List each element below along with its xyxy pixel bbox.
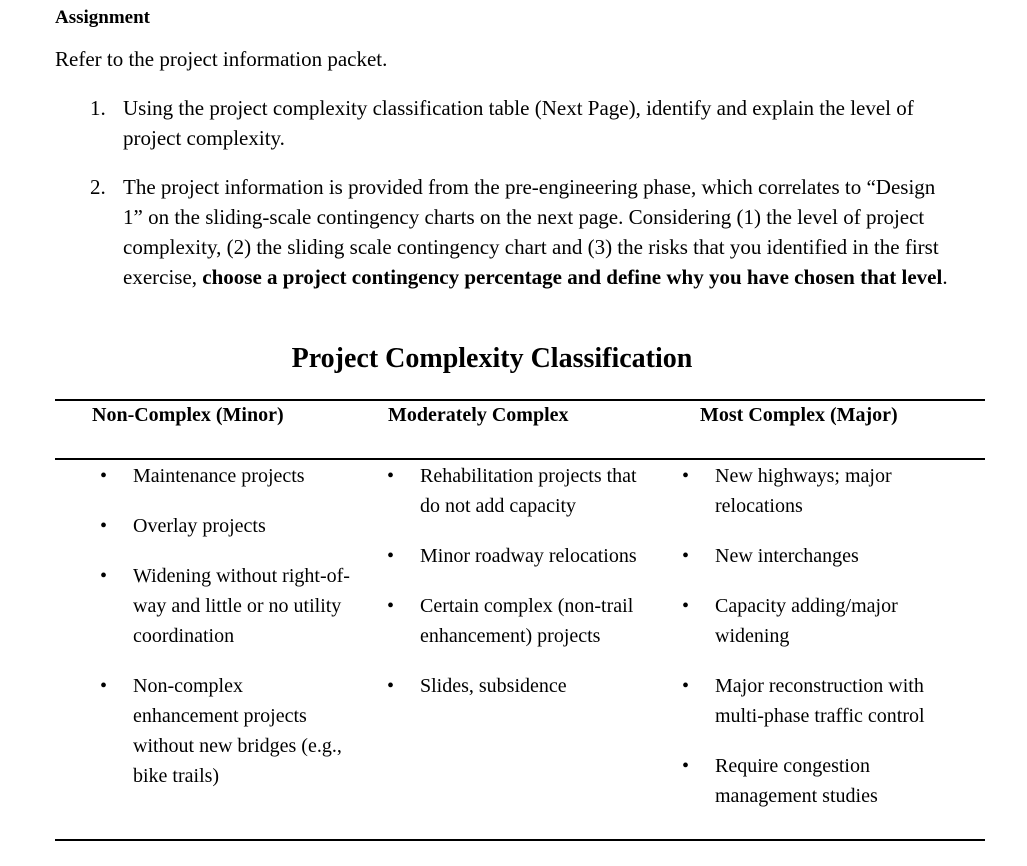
column-most-complex <box>682 461 972 831</box>
question-2-end: . <box>942 265 948 289</box>
list-item: • Require congestion management studies <box>682 751 972 811</box>
table-title: Project Complexity Classification <box>291 343 693 374</box>
question-2-emphasis: choose a project contingency percentage and define why you have chosen that level <box>202 265 943 289</box>
list-item: • Slides, subsidence <box>387 671 637 701</box>
list-item: • Maintenance projects <box>100 461 350 491</box>
table-header-rule <box>55 458 985 460</box>
column-moderately-complex <box>387 461 637 721</box>
intro-text: Refer to the project information packet. <box>55 47 388 71</box>
question-2 <box>90 172 950 292</box>
question-2-body: The project information is provided from the pre-engineering phase, which correlates to “Design 1” on the sliding-scale contingency charts on the next page. Considering (1) the level of project complexity, (2) the sliding scale contingency chart and (3) the risks that you identified in the first exercise, <box>123 175 939 289</box>
col-header-most-complex: Most Complex (Major) <box>700 404 898 426</box>
question-1-number: 1. <box>90 96 106 120</box>
question-2-number: 2. <box>90 175 106 199</box>
col-header-moderately-complex: Moderately Complex <box>388 404 569 426</box>
question-2-text <box>123 172 950 292</box>
column-non-complex <box>100 461 350 811</box>
col-header-non-complex: Non-Complex (Minor) <box>92 404 284 426</box>
list-item: • Major reconstruction with multi-phase traffic control <box>682 671 972 731</box>
list-item: • Certain complex (non-trail enhancement) projects <box>387 591 637 651</box>
list-item: • Minor roadway relocations <box>387 541 637 571</box>
assignment-heading: Assignment <box>55 7 151 28</box>
list-item: • Overlay projects <box>100 511 350 541</box>
list-item: • New interchanges <box>682 541 972 571</box>
question-1-text: Using the project complexity classification table (Next Page), identify and explain the level of project complexity. <box>123 96 914 150</box>
list-item: • New highways; major relocations <box>682 461 972 521</box>
table-bottom-rule <box>55 839 985 841</box>
question-1 <box>90 93 950 153</box>
list-item: • Capacity adding/major widening <box>682 591 972 651</box>
list-item: • Widening without right-of-way and little or no utility coordination <box>100 561 350 651</box>
table-top-rule <box>55 399 985 401</box>
list-item: • Rehabilitation projects that do not add capacity <box>387 461 637 521</box>
list-item: • Non-complex enhancement projects without new bridges (e.g., bike trails) <box>100 671 350 791</box>
